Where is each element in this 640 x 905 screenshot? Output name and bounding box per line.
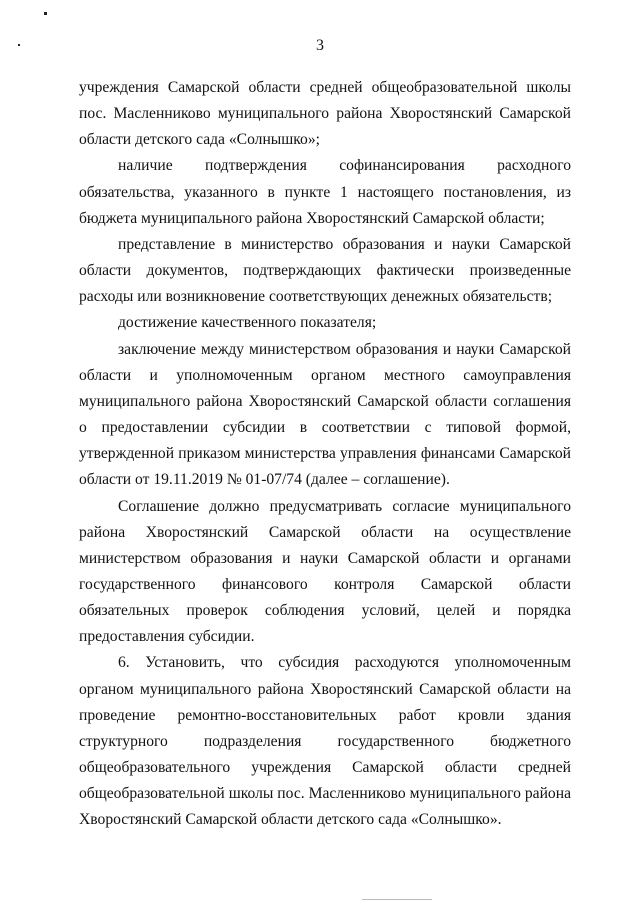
- paragraph-item-6: 6. Установить, что субсидия расходуются уполномоченным органом муниципального района Хворостянский Самарской области на проведение ремонтно-восстановительных работ кровли здания структурного подразделения государственного бюджетного общеобразовательного учреждения Самарской области средней общеобразовательной школы пос. Масленниково муниципального района Хворостянский Самарской области детского сада «Солнышко».: [79, 654, 571, 829]
- paragraph-quality-indicator: достижение качественного показателя;: [118, 314, 377, 332]
- document-body: [79, 75, 571, 834]
- scan-artifact-line: [362, 899, 432, 900]
- paragraph-agreement-consent: Соглашение должно предусматривать согласие муниципального района Хворостянский Самарской области на осуществление министерством образования и науки Самарской области и органами государственного финансового контроля Самарской области обязательных проверок соблюдения условий, целей и порядка предоставления субсидии.: [79, 497, 571, 646]
- scan-artifact-dot: [44, 12, 47, 15]
- paragraph-agreement-condition: заключение между министерством образования и науки Самарской области и уполномоченным органом местного самоуправления муниципального района Хворостянский Самарской области соглашения о предоставлении субсидии в соответствии с типовой формой, утвержденной приказом министерства управления финансами Самарской области от 19.11.2019 № 01-07/74 (далее – соглашение).: [79, 340, 571, 489]
- page-number: 3: [316, 37, 324, 54]
- paragraph-documents-condition: представление в министерство образования и науки Самарской области документов, подтверждающих фактически произведенные расходы или возникновение соответствующих денежных обязательств;: [79, 235, 571, 306]
- paragraph-continuation: учреждения Самарской области средней общеобразовательной школы пос. Масленниково муниципального района Хворостянский Самарской области детского сада «Солнышко»;: [79, 79, 571, 149]
- paragraph-cofinancing-condition: наличие подтверждения софинансирования расходного обязательства, указанного в пункте 1 настоящего постановления, из бюджета муниципального района Хворостянский Самарской области;: [79, 157, 571, 227]
